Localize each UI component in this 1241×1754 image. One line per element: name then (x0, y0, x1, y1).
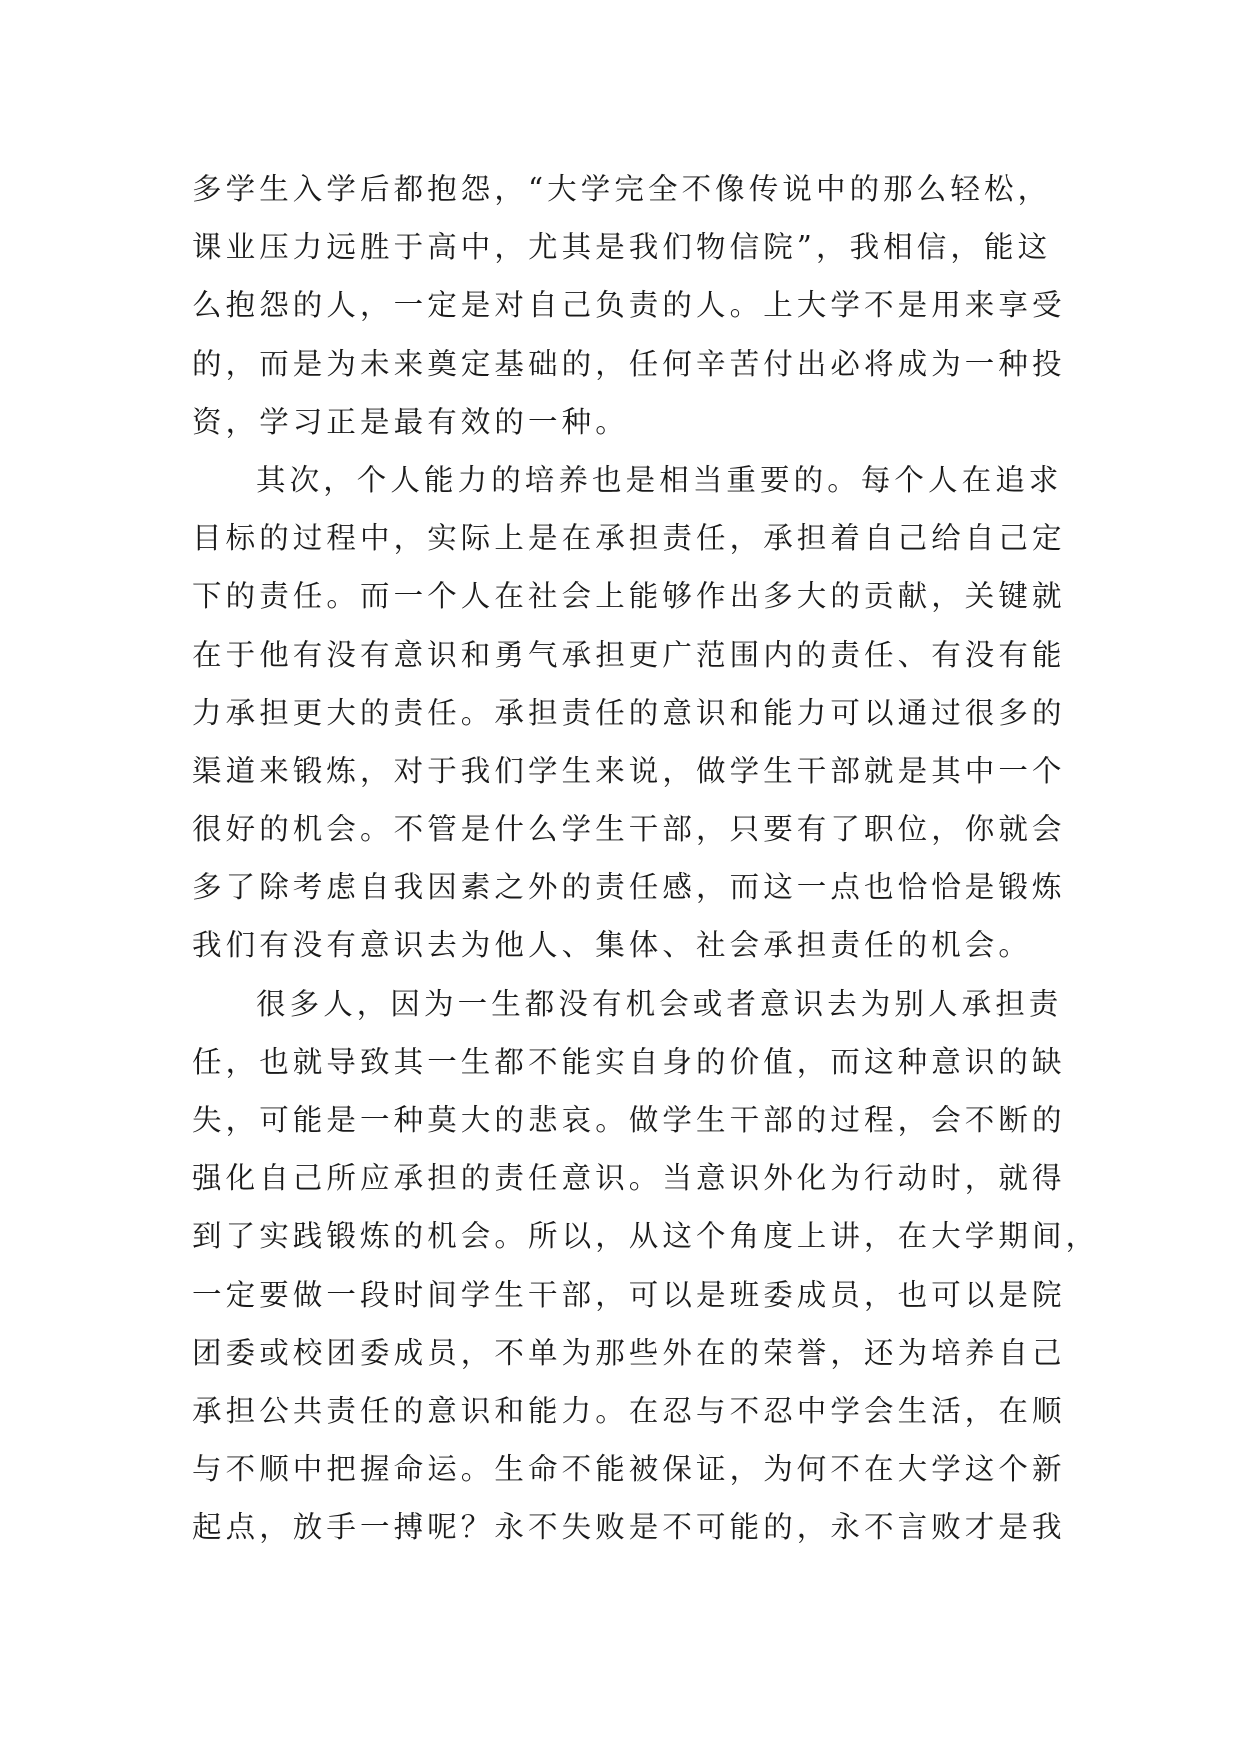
text-line: 很多人，因为一生都没有机会或者意识去为别人承担责 (256, 986, 1063, 1021)
text-line: 到了实践锻炼的机会。所以，从这个角度上讲，在大学期间， (192, 1219, 1100, 1254)
text-line: 力承担更大的责任。承担责任的意识和能力可以通过很多的 (192, 695, 1066, 730)
text-line: 资，学习正是最有效的一种。 (192, 404, 629, 439)
text-line: 强化自己所应承担的责任意识。当意识外化为行动时，就得 (192, 1161, 1066, 1196)
text-line: 承担公共责任的意识和能力。在忍与不忍中学会生活，在顺 (192, 1393, 1066, 1428)
text-line: 我们有没有意识去为他人、集体、社会承担责任的机会。 (192, 928, 1033, 963)
text-line: 多学生入学后都抱怨，“大学完全不像传说中的那么轻松， (192, 172, 1052, 206)
text-line: 失，可能是一种莫大的悲哀。做学生干部的过程，会不断的 (192, 1103, 1066, 1137)
text-line: 目标的过程中，实际上是在承担责任，承担着自己给自己定 (192, 521, 1066, 556)
text-line: 起点，放手一搏呢？永不失败是不可能的，永不言败才是我 (192, 1510, 1066, 1545)
text-line: 与不顺中把握命运。生命不能被保证，为何不在大学这个新 (192, 1452, 1066, 1487)
text-line: 下的责任。而一个人在社会上能够作出多大的贡献，关键就 (192, 579, 1066, 614)
text-line: 多了除考虑自我因素之外的责任感，而这一点也恰恰是锻炼 (192, 870, 1066, 905)
text-line: 很好的机会。不管是什么学生干部，只要有了职位，你就会 (192, 812, 1066, 847)
text-line: 渠道来锻炼，对于我们学生来说，做学生干部就是其中一个 (192, 753, 1066, 788)
body-text (192, 160, 1100, 1557)
text-line: 其次，个人能力的培养也是相当重要的。每个人在追求 (256, 462, 1063, 497)
text-line: 任，也就导致其一生都不能实自身的价值，而这种意识的缺 (192, 1044, 1066, 1079)
text-line: 在于他有没有意识和勇气承担更广范围内的责任、有没有能 (192, 637, 1066, 672)
text-line: 么抱怨的人，一定是对自己负责的人。上大学不是用来享受 (192, 288, 1066, 323)
text-line: 的，而是为未来奠定基础的，任何辛苦付出必将成为一种投 (192, 346, 1066, 381)
text-line: 课业压力远胜于高中，尤其是我们物信院”，我相信，能这 (192, 230, 1052, 265)
text-line: 一定要做一段时间学生干部，可以是班委成员，也可以是院 (192, 1277, 1066, 1312)
text-line: 团委或校团委成员，不单为那些外在的荣誉，还为培养自己 (192, 1335, 1066, 1370)
